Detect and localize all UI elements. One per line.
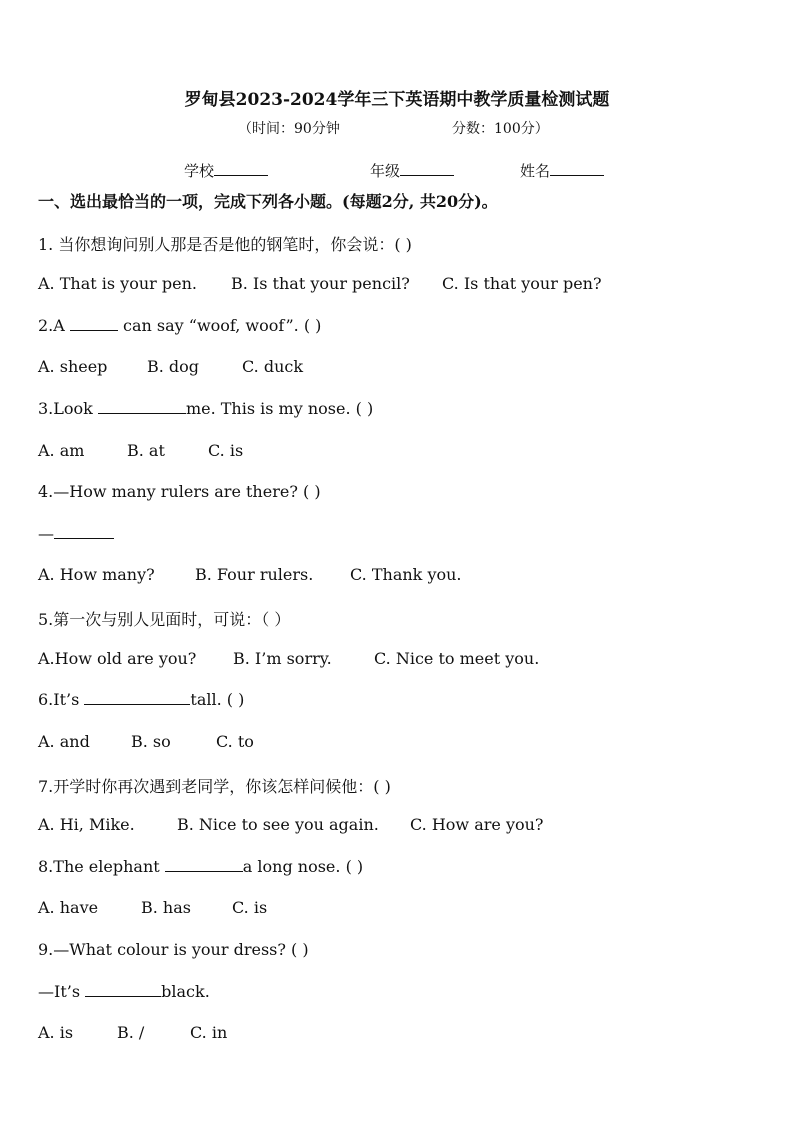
option-a[interactable]: A. That is your pen. bbox=[38, 274, 197, 293]
options-1 bbox=[38, 274, 602, 293]
answer-blank[interactable] bbox=[85, 982, 161, 997]
answer-blank[interactable] bbox=[165, 857, 243, 872]
option-a[interactable]: A. How many? bbox=[38, 565, 155, 584]
question-text-pre: —It’s bbox=[38, 982, 86, 1001]
name-blank[interactable] bbox=[550, 161, 604, 176]
option-a[interactable]: A. sheep bbox=[38, 357, 108, 376]
answer-blank[interactable] bbox=[54, 524, 114, 539]
options-2 bbox=[38, 357, 303, 376]
options-9 bbox=[38, 1023, 227, 1042]
options-3 bbox=[38, 441, 243, 460]
question-text-pre: 6.It’s bbox=[38, 690, 85, 709]
question-7: 7.开学时你再次遇到老同学，你该怎样问候他：( ) bbox=[38, 777, 391, 796]
option-b[interactable]: B. Four rulers. bbox=[195, 565, 314, 584]
school-blank[interactable] bbox=[214, 161, 268, 176]
section-heading: 一、选出最恰当的一项，完成下列各小题。(每题2分, 共20分)。 bbox=[38, 192, 498, 211]
question-text-pre: 8.The elephant bbox=[38, 857, 165, 876]
answer-line-4 bbox=[38, 524, 114, 543]
options-7 bbox=[38, 815, 544, 834]
option-b[interactable]: B. I’m sorry. bbox=[233, 649, 332, 668]
question-text-post: a long nose. ( ) bbox=[242, 857, 364, 876]
option-b[interactable]: B. so bbox=[131, 732, 171, 751]
option-c[interactable]: C. to bbox=[216, 732, 254, 751]
grade-label: 年级 bbox=[370, 162, 401, 180]
school-field[interactable] bbox=[184, 160, 268, 181]
name-label: 姓名 bbox=[520, 162, 551, 180]
options-6 bbox=[38, 732, 254, 751]
option-a[interactable]: A.How old are you? bbox=[38, 649, 197, 668]
option-b[interactable]: B. dog bbox=[147, 357, 200, 376]
option-c[interactable]: C. is bbox=[232, 898, 268, 917]
option-a[interactable]: A. Hi, Mike. bbox=[38, 815, 135, 834]
school-label: 学校 bbox=[184, 162, 215, 180]
question-9: 9.—What colour is your dress? ( ) bbox=[38, 940, 309, 959]
option-b[interactable]: B. Is that your pencil? bbox=[231, 274, 410, 293]
options-8 bbox=[38, 898, 267, 917]
option-b[interactable]: B. / bbox=[117, 1023, 145, 1042]
answer-blank[interactable] bbox=[98, 399, 186, 414]
answer-blank[interactable] bbox=[70, 316, 118, 331]
option-a[interactable]: A. have bbox=[38, 898, 99, 917]
question-text-pre: 3.Look bbox=[38, 399, 98, 418]
exam-score: 分数：100分） bbox=[452, 121, 549, 137]
option-c[interactable]: C. is bbox=[208, 441, 244, 460]
options-4 bbox=[38, 565, 462, 584]
option-c[interactable]: C. Is that your pen? bbox=[442, 274, 602, 293]
question-text-post: can say “woof, woof”. ( ) bbox=[117, 316, 322, 335]
page-title: 罗甸县2023-2024学年三下英语期中教学质量检测试题 bbox=[184, 90, 610, 110]
question-text-post: black. bbox=[161, 982, 210, 1001]
question-6 bbox=[38, 690, 244, 709]
option-c[interactable]: C. duck bbox=[242, 357, 304, 376]
question-8 bbox=[38, 857, 363, 876]
grade-blank[interactable] bbox=[400, 161, 454, 176]
option-c[interactable]: C. Thank you. bbox=[350, 565, 462, 584]
question-3 bbox=[38, 399, 373, 418]
option-a[interactable]: A. and bbox=[38, 732, 90, 751]
name-field[interactable] bbox=[520, 160, 604, 181]
question-text-post: tall. ( ) bbox=[190, 690, 245, 709]
option-b[interactable]: B. at bbox=[127, 441, 165, 460]
option-c[interactable]: C. How are you? bbox=[410, 815, 544, 834]
answer-blank[interactable] bbox=[84, 690, 190, 705]
question-text-post: me. This is my nose. ( ) bbox=[185, 399, 374, 418]
question-2 bbox=[38, 316, 321, 335]
exam-time: （时间：90分钟 bbox=[238, 121, 340, 137]
dash-prefix: — bbox=[38, 524, 54, 543]
option-a[interactable]: A. is bbox=[38, 1023, 74, 1042]
option-c[interactable]: C. in bbox=[190, 1023, 228, 1042]
option-a[interactable]: A. am bbox=[38, 441, 85, 460]
option-c[interactable]: C. Nice to meet you. bbox=[374, 649, 540, 668]
answer-line-9 bbox=[38, 982, 210, 1001]
question-1: 1. 当你想询问别人那是否是他的钢笔时，你会说：( ) bbox=[38, 235, 412, 254]
question-text-pre: 2.A bbox=[38, 316, 70, 335]
question-4: 4.—How many rulers are there? ( ) bbox=[38, 482, 321, 501]
question-5: 5.第一次与别人见面时，可说：（ ） bbox=[38, 610, 291, 629]
options-5 bbox=[38, 649, 539, 668]
option-b[interactable]: B. has bbox=[141, 898, 191, 917]
option-b[interactable]: B. Nice to see you again. bbox=[177, 815, 379, 834]
grade-field[interactable] bbox=[370, 160, 454, 181]
